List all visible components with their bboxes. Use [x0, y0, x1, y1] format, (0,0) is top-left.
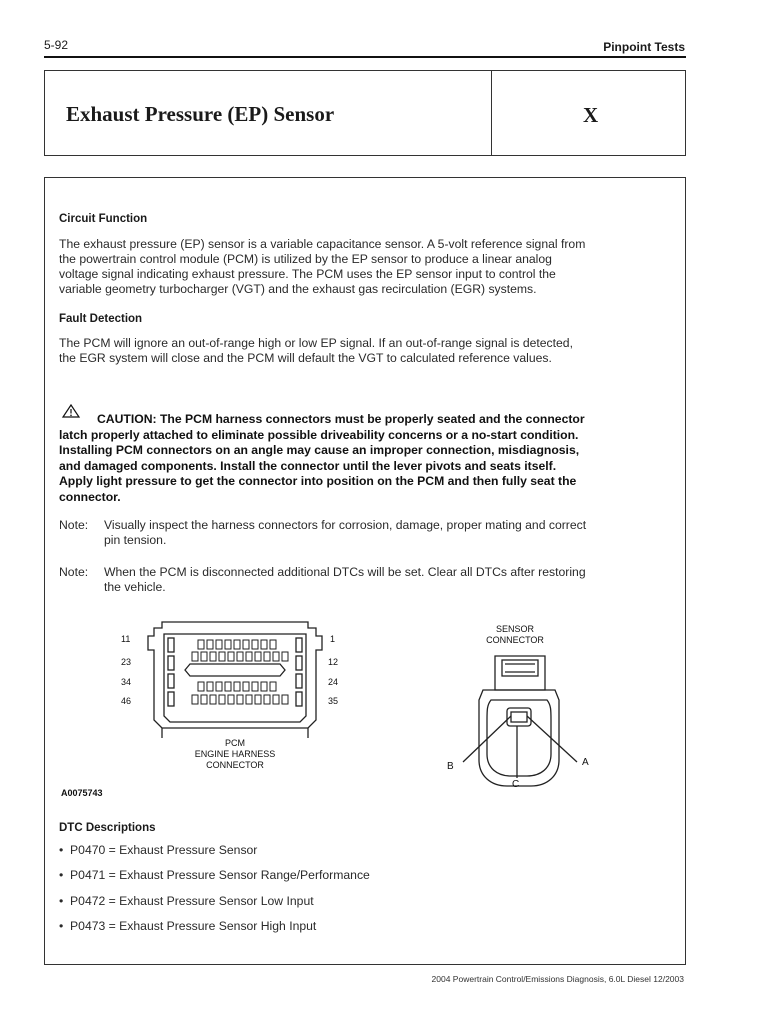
pin-label: 1	[330, 634, 336, 644]
caption-line: ENGINE HARNESS	[194, 749, 276, 759]
pin-label: 35	[328, 696, 339, 706]
header-rule	[44, 56, 686, 58]
pcm-connector-diagram	[140, 620, 330, 740]
dtc-item: • P0472 = Exhaust Pressure Sensor Low Input	[59, 894, 314, 908]
pin-label: 46	[121, 696, 132, 706]
caution-line: Installing PCM connectors on an angle may cause an improper connection, misdiagnosis,	[59, 443, 580, 457]
dtc-text: P0473 = Exhaust Pressure Sensor High Input	[70, 919, 317, 933]
pin-label: 12	[328, 657, 339, 667]
pin-label-b: B	[447, 761, 454, 772]
caution-line: latch properly attached to eliminate possible driveability concerns or a no-start condition.	[59, 427, 579, 442]
text-line: the vehicle.	[104, 580, 166, 594]
pin-label: 11	[121, 634, 131, 644]
page-title: Exhaust Pressure (EP) Sensor	[66, 102, 335, 126]
dtc-text: P0471 = Exhaust Pressure Sensor Range/Performance	[70, 868, 370, 882]
caption-line: CONNECTOR	[206, 760, 264, 770]
pin-label-c: C	[512, 779, 520, 790]
circuit-function-heading: Circuit Function	[59, 213, 148, 225]
dtc-text: P0472 = Exhaust Pressure Sensor Low Input	[70, 894, 314, 908]
caution-line: and damaged components. Install the connector until the lever pivots and seats itself.	[59, 458, 557, 473]
section-title: Pinpoint Tests	[603, 40, 685, 54]
test-code: X	[583, 103, 599, 127]
note-2	[59, 565, 671, 597]
pin-label: 23	[121, 657, 132, 667]
text-line: voltage signal indicating exhaust pressure. The PCM uses the EP sensor input to control the	[59, 267, 556, 281]
text-line: the EGR system will close and the PCM will default the VGT to calculated reference values.	[59, 351, 552, 365]
figure-id: A0075743	[61, 788, 103, 798]
circuit-function-text	[59, 237, 671, 297]
pcm-caption	[170, 738, 300, 771]
caution-line: Apply light pressure to get the connector into position on the PCM and then fully seat the	[59, 474, 577, 488]
caution-block	[59, 412, 671, 505]
pin-label: 34	[121, 677, 132, 687]
text-line: variable geometry turbocharger (VGT) and the exhaust gas recirculation (EGR) systems.	[59, 282, 537, 296]
text-line: the powertrain control module (PCM) is utilized by the EP sensor to produce a linear analog	[59, 252, 552, 266]
page-footer: 2004 Powertrain Control/Emissions Diagnosis, 6.0L Diesel 12/2003	[431, 974, 684, 984]
note-text	[104, 518, 674, 548]
pin-label: 24	[328, 677, 339, 687]
caption-line: CONNECTOR	[486, 635, 544, 645]
dtc-item: • P0471 = Exhaust Pressure Sensor Range/Performance	[59, 868, 370, 882]
title-divider	[491, 70, 492, 156]
text-line: The exhaust pressure (EP) sensor is a variable capacitance sensor. A 5-volt reference signal from	[59, 237, 586, 251]
dtc-heading: DTC Descriptions	[59, 822, 156, 834]
dtc-text: P0470 = Exhaust Pressure Sensor	[70, 843, 258, 857]
caption-line: SENSOR	[495, 624, 534, 634]
sensor-connector-diagram	[455, 650, 595, 790]
dtc-item: • P0470 = Exhaust Pressure Sensor	[59, 843, 258, 857]
page-number: 5-92	[44, 38, 69, 52]
sensor-caption	[470, 624, 560, 646]
note-label: Note:	[59, 565, 89, 579]
fault-detection-heading: Fault Detection	[59, 313, 143, 325]
dtc-item: • P0473 = Exhaust Pressure Sensor High Input	[59, 919, 317, 933]
text-line: Visually inspect the harness connectors for corrosion, damage, proper mating and correct	[104, 518, 587, 532]
caution-line: CAUTION: The PCM harness connectors must be properly seated and the connector	[97, 412, 585, 426]
pin-label-a: A	[582, 757, 589, 768]
note-1	[59, 518, 671, 550]
note-text	[104, 565, 674, 595]
caution-line: connector.	[59, 489, 121, 504]
fault-detection-text	[59, 336, 671, 366]
text-line: When the PCM is disconnected additional DTCs will be set. Clear all DTCs after restoring	[104, 565, 586, 579]
note-label: Note:	[59, 518, 89, 532]
caption-line: PCM	[225, 738, 245, 748]
text-line: pin tension.	[104, 533, 167, 547]
text-line: The PCM will ignore an out-of-range high or low EP signal. If an out-of-range signal is detected,	[59, 336, 573, 350]
